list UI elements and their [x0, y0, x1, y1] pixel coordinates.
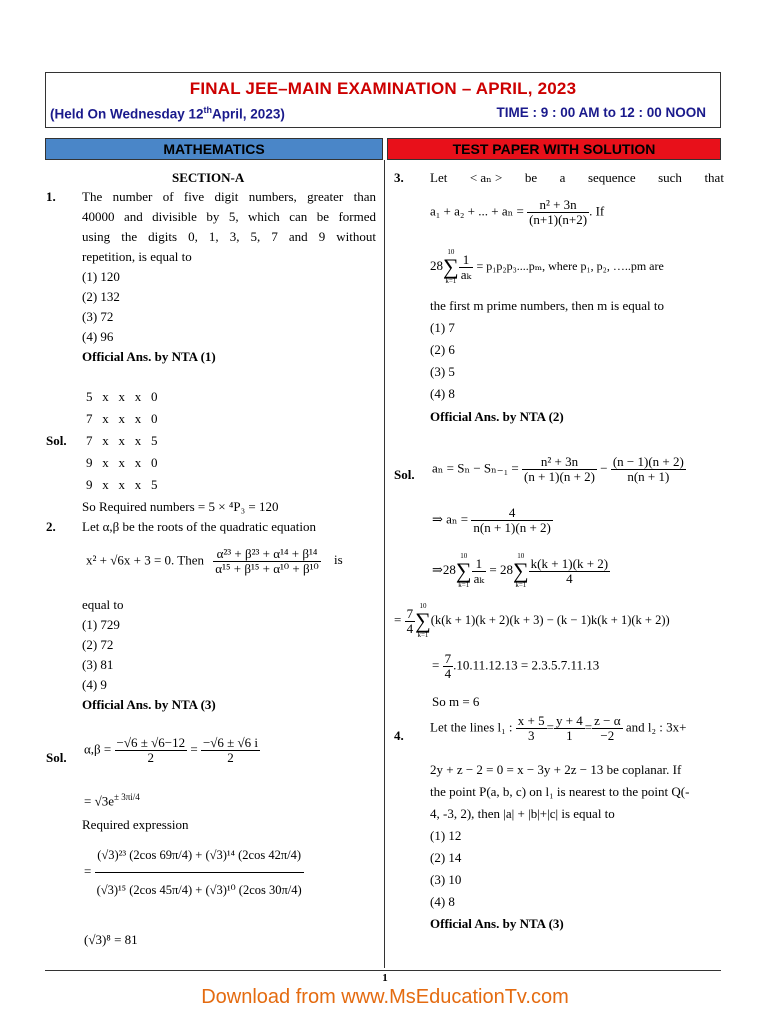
q3-equation-1: a₁ + a₂ + ... + aₙ = $\frac{\text{n² + 3n}}{(n+1)(n+2)}$ . If: [430, 197, 605, 227]
q1-sol-row: 9 x x x 0: [86, 455, 158, 470]
subject-band: MATHEMATICS: [45, 138, 383, 160]
q3-sol-result: So m = 6: [432, 694, 480, 709]
q2-option: (2) 72: [82, 637, 114, 652]
section-title: SECTION-A: [172, 170, 245, 185]
q2-sol-polar: = $√3e^{\pm 3\pi i/4}$: [84, 792, 140, 809]
q2-equation: x² + √6x + 3 = 0. Then $\frac{\text{α²³ + β²³ + α¹⁴ + β¹⁴}}{\text{α¹⁵ + β¹⁵ + α¹⁰ + β¹⁰}}$ is: [86, 546, 343, 576]
q3-text-line: Let < aₙ > be a sequence such that: [430, 170, 724, 185]
q4-line-equation: Let the lines l₁ : $\frac{x + 5}{3}$ = $\frac{y + 4}{1}$ = $\frac{z - \alpha}{-2}$ and l₂ : 3x+: [430, 713, 687, 743]
q3-equation-2: 28 10 ∑ k=1 $\frac{1}{\text{aₖ}}$ = p₁p₂p₃....pₘ, where p₁, p₂, …..pm are: [430, 248, 664, 285]
exam-time: TIME : 9 : 00 AM to 12 : 00 NOON: [496, 105, 706, 120]
q1-sol-row: 9 x x x 5: [86, 477, 158, 492]
column-divider: [384, 160, 385, 968]
q4-text-line: the point P(a, b, c) on l₁ is nearest to the point Q(-: [430, 784, 690, 799]
q2-sol-label: Sol.: [46, 750, 67, 765]
q3-sol-step-3: ⇒28 10 ∑ k=1 $\frac{1}{\text{aₖ}}$ = 28 10 ∑ k=1 $\frac{k(k + 1)(k + 2)}{4}$: [432, 552, 609, 589]
q2-option: (3) 81: [82, 657, 114, 672]
q3-option: (3) 5: [430, 364, 455, 379]
paper-band: TEST PAPER WITH SOLUTION: [387, 138, 721, 160]
q4-option: (4) 8: [430, 894, 455, 909]
q1-sol-label: Sol.: [46, 433, 67, 448]
q3-sol-label: Sol.: [394, 467, 415, 482]
q2-sol-expression: = $\frac{\text{(√3)²³ (2cos 69π/4) + (√3)¹⁴ (2cos 42π/4)}}{\text{(√3)¹⁵ (2cos 45π/4) + (√3)¹⁰ (2cos 30π/4)}}$: [84, 842, 304, 903]
q1-option: (4) 96: [82, 329, 114, 344]
exam-title: FINAL JEE–MAIN EXAMINATION – APRIL, 2023: [189, 79, 577, 98]
q4-text-line: 4, -3, 2), then |a| + |b|+|c| is equal to: [430, 806, 615, 821]
q1-sol-row: 7 x x x 0: [86, 411, 158, 426]
q1-option: (3) 72: [82, 309, 114, 324]
q1-official-answer: Official Ans. by NTA (1): [82, 349, 216, 364]
q3-option: (1) 7: [430, 320, 455, 335]
q2-option: (1) 729: [82, 617, 120, 632]
q1-text-line: repetition, is equal to: [82, 249, 192, 264]
q2-sol-roots: α,β = $\frac{-√6 \pm √6-12}{2}$ = $\frac{-√6 \pm √6 i}{2}$: [84, 735, 259, 765]
q3-text-line: the first m prime numbers, then m is equal to: [430, 298, 664, 313]
q1-required: So Required numbers = 5 × ⁴P₃ = 120: [82, 499, 279, 514]
q3-sol-step-4: = $\frac{7}{4}$ 10 ∑ k=1 (k(k + 1)(k + 2)(k + 3) − (k − 1)k(k + 1)(k + 2)): [394, 602, 670, 639]
q3-number: 3.: [394, 170, 404, 185]
q2-option: (4) 9: [82, 677, 107, 692]
held-on-date: (Held On Wednesday 12thApril, 2023): [50, 105, 285, 122]
q2-text-line: equal to: [82, 597, 124, 612]
q4-official-answer: Official Ans. by NTA (3): [430, 916, 564, 931]
q2-number: 2.: [46, 519, 56, 534]
q1-text-line: The number of five digit numbers, greater than: [82, 189, 376, 204]
q1-option: (1) 120: [82, 269, 120, 284]
q1-number: 1.: [46, 189, 56, 204]
q1-sol-row: 7 x x x 5: [86, 433, 158, 448]
q1-option: (2) 132: [82, 289, 120, 304]
q2-text-line: Let α,β be the roots of the quadratic equation: [82, 519, 316, 534]
q3-option: (2) 6: [430, 342, 455, 357]
q2-required-expression: Required expression: [82, 817, 189, 832]
q4-option: (1) 12: [430, 828, 462, 843]
q3-sol-step-2: ⇒ aₙ = $\frac{4}{n(n + 1)(n + 2)}$: [432, 505, 551, 535]
q3-sol-step-5: = $\frac{7}{4}$ .10.11.12.13 = 2.3.5.7.11.13: [432, 651, 600, 681]
q3-option: (4) 8: [430, 386, 455, 401]
q4-text-line: 2y + z − 2 = 0 = x − 3y + 2z − 13 be coplanar. If: [430, 762, 682, 777]
q4-option: (2) 14: [430, 850, 462, 865]
page-number: 1: [382, 972, 388, 984]
q3-sol-step-1: aₙ = Sₙ − Sₙ₋₁ = $\frac{\text{n² + 3n}}{(n + 1)(n + 2)}$ − $\frac{(n - 1)(n + 2)}{n(n + 1)}$: [432, 454, 684, 484]
exam-header: [45, 72, 721, 128]
download-link[interactable]: Download from www.MsEducationTv.com: [201, 986, 569, 1008]
q3-official-answer: Official Ans. by NTA (2): [430, 409, 564, 424]
q4-option: (3) 10: [430, 872, 462, 887]
q1-text-line: using the digits 0, 1, 3, 5, 7 and 9 without: [82, 229, 376, 244]
q4-number: 4.: [394, 728, 404, 743]
q2-final-answer: (√3)⁸ = 81: [84, 932, 138, 947]
footer-rule: [45, 970, 721, 971]
q2-official-answer: Official Ans. by NTA (3): [82, 697, 216, 712]
q1-sol-row: 5 x x x 0: [86, 389, 158, 404]
q1-text-line: 40000 and divisible by 5, which can be formed: [82, 209, 376, 224]
